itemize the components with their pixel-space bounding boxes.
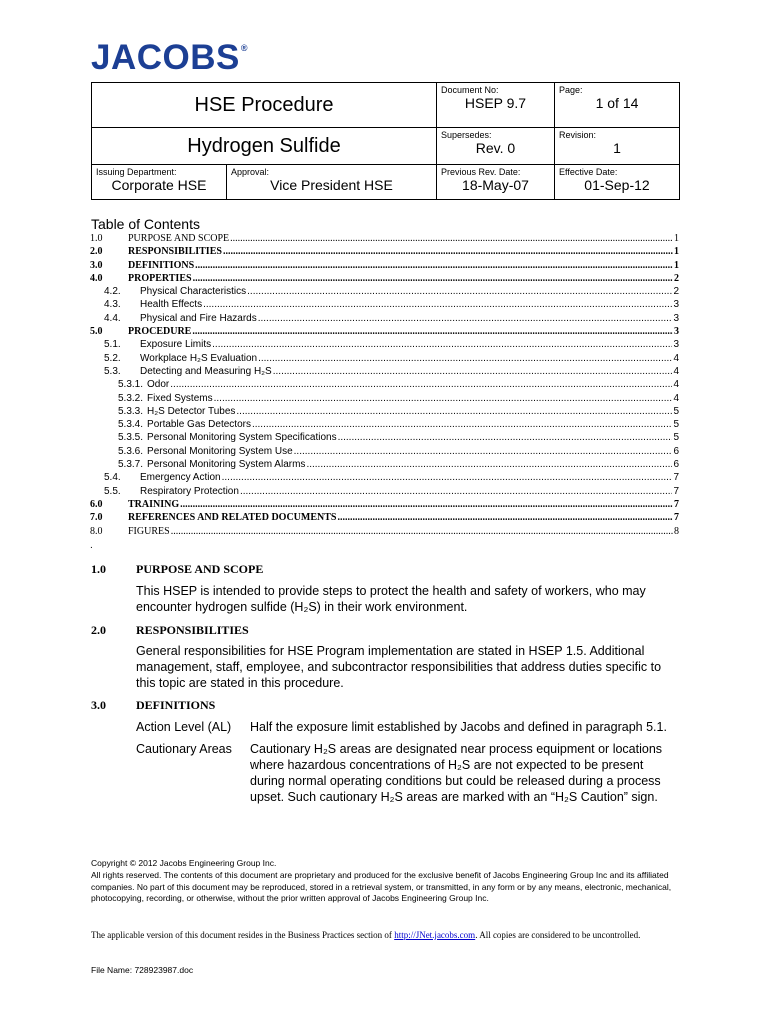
toc-leader-dots xyxy=(240,485,673,498)
page-label: Page: xyxy=(559,85,583,95)
toc-entry[interactable] xyxy=(90,352,679,365)
toc-entry-page: 1 xyxy=(674,259,679,271)
toc-leader-dots xyxy=(273,365,673,378)
toc-entry-page: 5 xyxy=(673,432,679,444)
toc-entry-page: 1 xyxy=(674,233,679,244)
toc-entry-title: Personal Monitoring System Alarms xyxy=(147,459,306,471)
toc-entry-page: 3 xyxy=(673,312,679,324)
toc-entry-page: 1 xyxy=(674,246,679,258)
toc-leader-dots xyxy=(180,498,673,511)
toc-entry[interactable] xyxy=(90,498,679,511)
toc-entry[interactable] xyxy=(90,272,679,285)
toc-entry-number: 5.3.2. xyxy=(118,392,144,404)
toc-entry[interactable] xyxy=(90,392,679,405)
procedure-title: HSE Procedure xyxy=(194,94,334,116)
version-notice-text: The applicable version of this document resides in the Business Practices section of xyxy=(91,930,395,940)
section-2-heading xyxy=(91,623,249,638)
supersedes-label: Supersedes: xyxy=(441,130,492,140)
document-no-value: HSEP 9.7 xyxy=(464,95,527,111)
section-1-title: PURPOSE AND SCOPE xyxy=(136,562,264,576)
toc-entry-title: PROPERTIES xyxy=(128,272,192,284)
file-name: File Name: 728923987.doc xyxy=(91,965,194,975)
toc-entry[interactable] xyxy=(90,471,679,484)
toc-leader-dots xyxy=(214,392,673,405)
approval-label: Approval: xyxy=(231,167,270,177)
toc-entry-title: Physical and Fire Hazards xyxy=(140,312,257,324)
toc-leader-dots xyxy=(337,511,673,524)
toc-entry-page: 8 xyxy=(674,525,679,537)
section-1-heading xyxy=(91,562,263,577)
toc-entry-number: 7.0 xyxy=(90,512,103,524)
toc-leader-dots xyxy=(338,431,673,444)
toc-entry-title: Personal Monitoring System Specifications xyxy=(147,432,337,444)
toc-entry[interactable] xyxy=(90,405,679,418)
jnet-link[interactable]: http://JNet.jacobs.com xyxy=(394,930,476,940)
toc-entry[interactable] xyxy=(90,485,679,498)
issuing-dept-label: Issuing Department: xyxy=(96,167,177,177)
toc-leader-dots xyxy=(236,405,672,418)
toc-entry-page: 7 xyxy=(674,498,679,510)
toc-leader-dots xyxy=(193,272,673,285)
toc-entry-title: Fixed Systems xyxy=(147,392,213,404)
toc-leader-dots xyxy=(247,285,672,298)
toc-leader-dots xyxy=(230,232,673,245)
definition-text-cautionary-areas: Cautionary H₂S areas are designated near process equipment or locations where hazardous concentrations of H₂S are not expected to be present during normal operating conditions but could be released during a process upset. Such cautionary H₂S areas are marked with an “H₂S Caution” sign. xyxy=(250,742,663,804)
document-header-table xyxy=(91,82,680,200)
toc-entry[interactable] xyxy=(90,259,679,272)
document-no-label: Document No: xyxy=(441,85,499,95)
prev-rev-label: Previous Rev. Date: xyxy=(441,167,521,177)
toc-entry-title: RESPONSIBILITIES xyxy=(128,246,222,258)
toc-leader-dots xyxy=(306,458,672,471)
effective-date-cell xyxy=(555,165,680,200)
toc-entry[interactable] xyxy=(90,431,679,444)
toc-leader-dots xyxy=(222,471,673,484)
toc-leader-dots xyxy=(294,445,673,458)
rights-notice: All rights reserved. The contents of this document are proprietary and produced for the exclusive benefit of Jacobs Engineering Group Inc and its affiliated companies. No part of this document may be reproduced, stored in a retrieval system, or transmitted, in any form or by any means, electronic, mechanical, photocopying, recording, or otherwise, without the prior written approval of Jacobs Engineering Group Inc. xyxy=(91,870,672,903)
version-notice-suffix: . All copies are considered to be uncontrolled. xyxy=(475,930,641,940)
toc-entry-page: 6 xyxy=(673,459,679,471)
toc-entry-title: Personal Monitoring System Use xyxy=(147,445,293,457)
toc-entry-number: 4.4. xyxy=(104,312,121,324)
revision-cell xyxy=(555,128,680,165)
toc-entry-page: 4 xyxy=(673,392,679,404)
toc-entry-title: Odor xyxy=(147,379,170,391)
definition-text-action-level: Half the exposure limit established by Jacobs and defined in paragraph 5.1. xyxy=(250,720,667,734)
table-of-contents xyxy=(90,232,679,538)
toc-entry-number: 5.3.5. xyxy=(118,432,144,444)
supersedes-value: Rev. 0 xyxy=(475,140,516,156)
version-notice xyxy=(91,930,681,941)
toc-entry-title: Physical Characteristics xyxy=(140,286,247,298)
toc-entry-number: 1.0 xyxy=(90,233,103,244)
section-1-number: 1.0 xyxy=(91,562,106,576)
toc-entry[interactable] xyxy=(90,245,679,258)
toc-entry-title: Portable Gas Detectors xyxy=(147,419,251,431)
revision-value: 1 xyxy=(613,140,621,156)
section-2-title: RESPONSIBILITIES xyxy=(136,623,249,637)
toc-entry-page: 4 xyxy=(673,365,679,377)
toc-entry-title: REFERENCES AND RELATED DOCUMENTS xyxy=(128,512,337,524)
toc-entry[interactable] xyxy=(90,418,679,431)
toc-entry-title: PURPOSE AND SCOPE xyxy=(128,233,230,244)
revision-label: Revision: xyxy=(559,130,597,140)
toc-entry-number: 4.2. xyxy=(104,286,121,298)
issuing-dept-value: Corporate HSE xyxy=(111,177,207,193)
toc-entry-page: 3 xyxy=(673,339,679,351)
copyright-notice: Copyright © 2012 Jacobs Engineering Group Inc. xyxy=(91,858,277,868)
toc-entry-number: 5.4. xyxy=(104,472,121,484)
definition-term-action-level: Action Level (AL) xyxy=(136,720,232,734)
toc-entry-page: 7 xyxy=(673,485,679,497)
toc-entry-page: 7 xyxy=(673,472,679,484)
definition-term-cautionary-areas: Cautionary Areas xyxy=(136,742,232,756)
toc-entry[interactable] xyxy=(90,445,679,458)
stray-dot: . xyxy=(90,540,93,551)
toc-leader-dots xyxy=(171,525,673,538)
procedure-title-cell xyxy=(92,83,437,128)
toc-leader-dots xyxy=(192,325,673,338)
subject-title: Hydrogen Sulfide xyxy=(187,135,341,157)
approval-cell xyxy=(227,165,437,200)
toc-entry-number: 5.3. xyxy=(104,365,121,377)
toc-entry-number: 5.3.1. xyxy=(118,379,144,391)
toc-entry-title: DEFINITIONS xyxy=(128,259,195,271)
section-2-number: 2.0 xyxy=(91,623,106,637)
toc-entry[interactable] xyxy=(90,338,679,351)
section-1-body: This HSEP is intended to provide steps to protect the health and safety of workers, who may encounter hydrogen sulfide (H₂S) in their work environment. xyxy=(136,584,646,614)
supersedes-cell xyxy=(437,128,555,165)
toc-entry-number: 4.3. xyxy=(104,299,121,311)
approval-value: Vice President HSE xyxy=(270,177,393,193)
toc-entry[interactable] xyxy=(90,312,679,325)
toc-entry-page: 2 xyxy=(673,286,679,298)
toc-entry[interactable] xyxy=(90,525,679,538)
toc-entry-page: 5 xyxy=(673,405,679,417)
section-2-body: General responsibilities for HSE Program implementation are stated in HSEP 1.5. Additional management, staff, employee, and subcontractor responsibilities that address duties specific to this topic are stated in this procedure. xyxy=(136,644,662,690)
toc-entry-number: 5.1. xyxy=(104,339,121,351)
toc-entry-title: Workplace H₂S Evaluation xyxy=(140,352,258,364)
toc-leader-dots xyxy=(223,245,673,258)
toc-entry-page: 3 xyxy=(673,299,679,311)
toc-entry-page: 4 xyxy=(673,379,679,391)
toc-entry-number: 5.3.3. xyxy=(118,405,144,417)
effective-date-value: 01-Sep-12 xyxy=(584,177,650,193)
toc-entry[interactable] xyxy=(90,285,679,298)
toc-entry-title: Emergency Action xyxy=(140,472,221,484)
prev-rev-value: 18-May-07 xyxy=(462,177,529,193)
toc-entry-number: 8.0 xyxy=(90,525,103,537)
toc-entry-page: 7 xyxy=(674,512,679,524)
toc-entry[interactable] xyxy=(90,298,679,311)
prev-rev-cell xyxy=(437,165,555,200)
toc-entry-title: FIGURES xyxy=(128,525,170,537)
toc-entry-page: 2 xyxy=(674,272,679,284)
toc-entry-number: 5.3.7. xyxy=(118,459,144,471)
section-3-number: 3.0 xyxy=(91,698,106,712)
toc-entry-title: H₂S Detector Tubes xyxy=(147,405,236,417)
subject-title-cell xyxy=(92,128,437,165)
jacobs-logo: JACOBS® xyxy=(91,38,249,77)
toc-entry[interactable] xyxy=(90,232,679,245)
toc-leader-dots xyxy=(258,352,672,365)
toc-entry-title: PROCEDURE xyxy=(128,326,192,338)
toc-entry[interactable] xyxy=(90,325,679,338)
toc-entry-number: 5.3.6. xyxy=(118,445,144,457)
toc-entry-page: 5 xyxy=(673,419,679,431)
toc-entry[interactable] xyxy=(90,511,679,524)
page-value: 1 of 14 xyxy=(595,95,639,111)
issuing-dept-cell xyxy=(92,165,227,200)
toc-entry-number: 5.5. xyxy=(104,485,121,497)
toc-entry-number: 2.0 xyxy=(90,246,103,258)
toc-entry-number: 5.0 xyxy=(90,326,103,338)
toc-entry-page: 4 xyxy=(673,352,679,364)
toc-entry-number: 6.0 xyxy=(90,498,103,510)
toc-entry-title: Respiratory Protection xyxy=(140,485,239,497)
toc-leader-dots xyxy=(252,418,672,431)
toc-entry-number: 4.0 xyxy=(90,272,103,284)
page-cell xyxy=(555,83,680,128)
toc-leader-dots xyxy=(258,312,673,325)
document-no-cell xyxy=(437,83,555,128)
toc-entry-title: Health Effects xyxy=(140,299,203,311)
section-3-title: DEFINITIONS xyxy=(136,698,216,712)
toc-entry-page: 3 xyxy=(674,326,679,338)
toc-entry[interactable] xyxy=(90,378,679,391)
toc-entry-page: 6 xyxy=(673,445,679,457)
section-3-heading xyxy=(91,698,215,713)
toc-entry-number: 5.3.4. xyxy=(118,419,144,431)
toc-entry[interactable] xyxy=(90,458,679,471)
toc-entry-number: 5.2. xyxy=(104,352,121,364)
effective-date-label: Effective Date: xyxy=(559,167,618,177)
toc-leader-dots xyxy=(170,378,672,391)
toc-leader-dots xyxy=(212,338,672,351)
toc-entry-title: Exposure Limits xyxy=(140,339,212,351)
toc-leader-dots xyxy=(195,259,673,272)
toc-entry[interactable] xyxy=(90,365,679,378)
toc-leader-dots xyxy=(203,298,672,311)
toc-title: Table of Contents xyxy=(91,216,200,232)
toc-entry-title: Detecting and Measuring H₂S xyxy=(140,365,272,377)
toc-entry-number: 3.0 xyxy=(90,259,103,271)
toc-entry-title: TRAINING xyxy=(128,498,180,510)
